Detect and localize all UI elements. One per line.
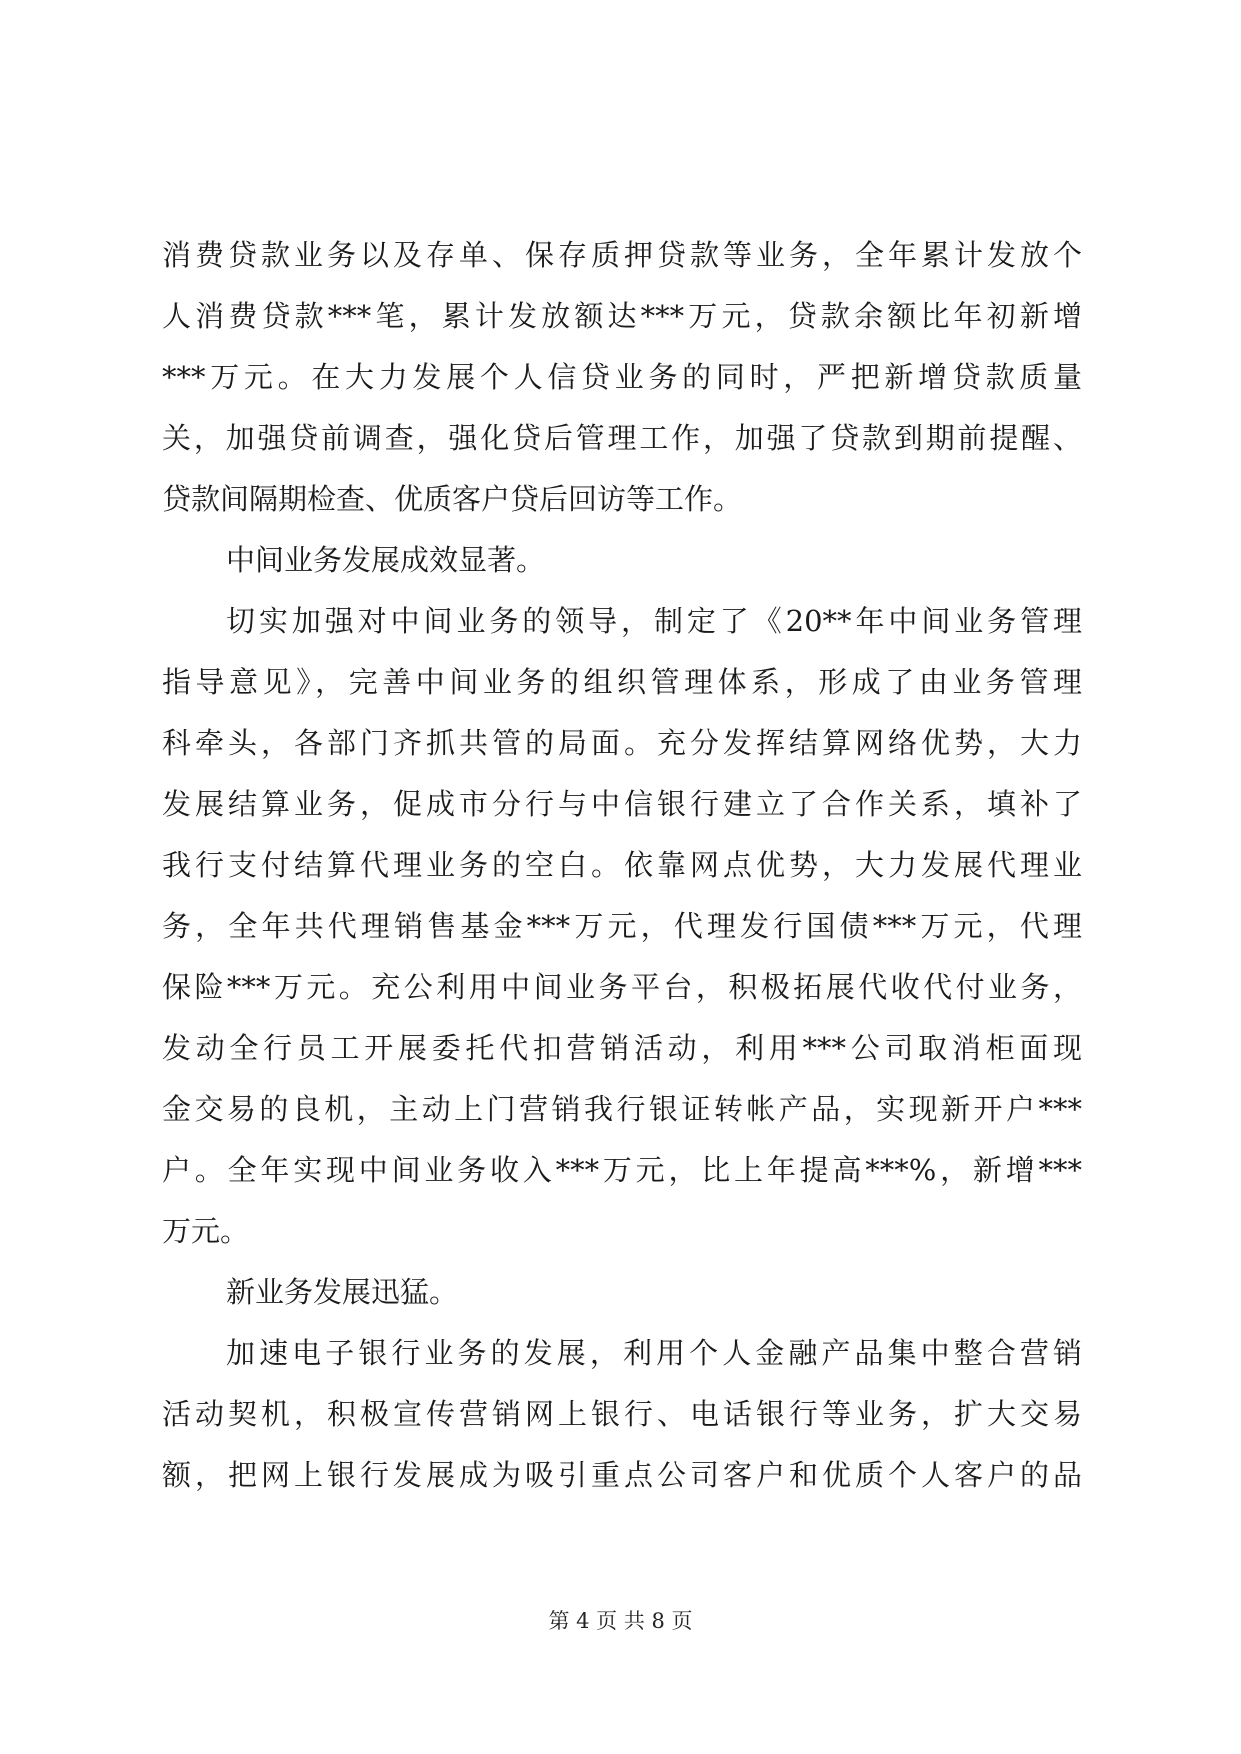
document-body (162, 225, 1082, 1506)
text-line: 万元。 (162, 1214, 250, 1248)
text-line: ***万元。在大力发展个人信贷业务的同时，严把新增贷款质量 (162, 360, 1082, 394)
text-line: 中间业务发展成效显著。 (226, 543, 546, 577)
text-line: 消费贷款业务以及存单、保存质押贷款等业务，全年累计发放个 (162, 238, 1082, 272)
text-line: 活动契机，积极宣传营销网上银行、电话银行等业务，扩大交易 (162, 1397, 1082, 1431)
text-line: 户。全年实现中间业务收入***万元，比上年提高***%，新增*** (162, 1153, 1082, 1187)
text-line: 指导意见》，完善中间业务的组织管理体系，形成了由业务管理 (162, 665, 1082, 699)
text-line: 金交易的良机，主动上门营销我行银证转帐产品，实现新开户*** (162, 1092, 1082, 1126)
text-line: 额，把网上银行发展成为吸引重点公司客户和优质个人客户的品 (162, 1458, 1082, 1492)
text-line: 发动全行员工开展委托代扣营销活动，利用***公司取消柜面现 (162, 1031, 1082, 1065)
text-line: 贷款间隔期检查、优质客户贷后回访等工作。 (162, 482, 743, 516)
text-line: 保险***万元。充公利用中间业务平台，积极拓展代收代付业务， (162, 970, 1082, 1004)
text-line: 我行支付结算代理业务的空白。依靠网点优势，大力发展代理业 (162, 848, 1082, 882)
text-line: 人消费贷款***笔，累计发放额达***万元，贷款余额比年初新增 (162, 299, 1082, 333)
text-line: 发展结算业务，促成市分行与中信银行建立了合作关系，填补了 (162, 787, 1082, 821)
text-line: 切实加强对中间业务的领导，制定了《20**年中间业务管理 (226, 604, 1082, 638)
text-line: 加速电子银行业务的发展，利用个人金融产品集中整合营销 (226, 1336, 1082, 1370)
text-line: 关，加强贷前调查，强化贷后管理工作，加强了贷款到期前提醒、 (162, 421, 1082, 455)
text-line: 务，全年共代理销售基金***万元，代理发行国债***万元，代理 (162, 909, 1082, 943)
text-line: 科牵头，各部门齐抓共管的局面。充分发挥结算网络优势，大力 (162, 726, 1082, 760)
text-line: 新业务发展迅猛。 (226, 1275, 459, 1309)
page-footer: 第 4 页 共 8 页 (548, 1609, 693, 1633)
